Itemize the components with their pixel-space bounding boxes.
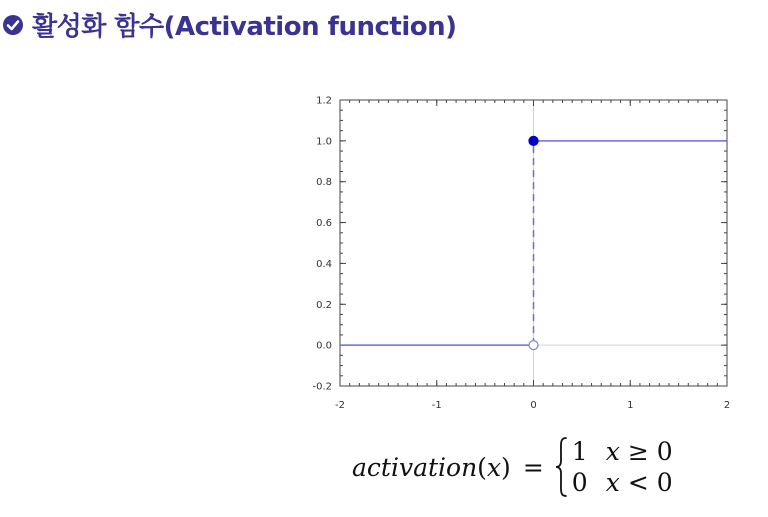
formula-case-op: ≥ [627, 437, 649, 466]
formula-function-name: activation [352, 452, 478, 482]
x-tick-label: -1 [431, 400, 442, 411]
check-circle-icon [2, 14, 24, 36]
page-header [2, 6, 457, 43]
formula-case-row [572, 436, 673, 467]
x-tick-label: 2 [723, 400, 731, 411]
x-tick-label: 0 [530, 400, 537, 411]
step-function-chart [300, 88, 740, 418]
formula-case-bound: 0 [656, 437, 673, 466]
x-tick-label: 1 [627, 400, 634, 411]
formula-case-bound: 0 [656, 468, 673, 497]
page-title: 활성화 함수(Activation function) [32, 12, 457, 42]
formula-equals: = [522, 452, 544, 482]
formula-cases [572, 436, 673, 498]
y-tick-label: 0.0 [316, 340, 332, 352]
y-tick-label: -0.2 [312, 381, 332, 393]
y-tick-label: 1.2 [316, 95, 332, 107]
y-tick-label: 0.8 [316, 177, 332, 189]
formula-lhs: activation(x) [352, 452, 511, 482]
formula-case-var: x [605, 437, 620, 466]
filled-point-marker [529, 136, 538, 145]
y-tick-label: 1.0 [316, 136, 332, 148]
formula-case-var: x [605, 468, 620, 497]
formula-argument: x [486, 452, 502, 482]
formula-case-row [572, 467, 673, 498]
formula-case-condition [606, 467, 673, 498]
y-tick-label: 0.6 [316, 218, 332, 230]
open-point-marker [529, 341, 538, 350]
formula-case-condition [606, 436, 673, 467]
formula-case-value: 0 [571, 468, 588, 497]
y-tick-label: 0.2 [316, 299, 332, 311]
step-function-formula [352, 436, 673, 498]
formula-case-value: 1 [571, 437, 588, 466]
x-tick-label: -2 [335, 400, 345, 411]
y-tick-label: 0.4 [316, 258, 332, 270]
left-brace-icon [554, 436, 568, 498]
formula-case-op: < [627, 468, 649, 497]
